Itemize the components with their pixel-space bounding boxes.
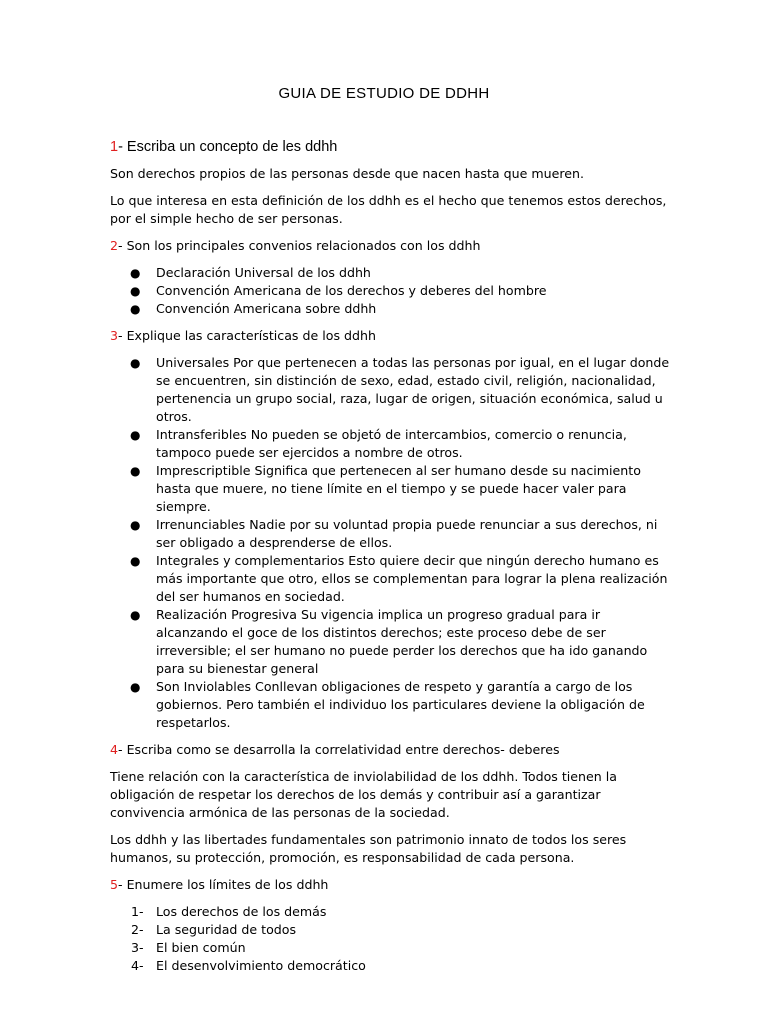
question-text: - Son los principales convenios relacionados con los ddhh (118, 238, 481, 253)
numbered-list (110, 903, 670, 975)
list-marker: 3- (131, 940, 144, 955)
document-title: GUIA DE ESTUDIO DE DDHH (278, 85, 490, 102)
list-item-text: Son Inviolables Conllevan obligaciones de respeto y garantía a cargo de los gobiernos. Pero también el individuo los particulares deviene la obligación de respetarlos. (156, 679, 645, 730)
question-3 (110, 327, 670, 345)
bullet-icon: ● (130, 266, 141, 280)
list-item (110, 921, 670, 939)
list-marker: 2- (131, 922, 144, 937)
question-text: - Explique las características de los ddhh (118, 328, 376, 343)
list-item (110, 606, 670, 678)
list-item (110, 516, 670, 552)
list-item-text: El bien común (156, 940, 246, 955)
question-4 (110, 741, 670, 759)
answer-paragraph: Lo que interesa en esta definición de los ddhh es el hecho que tenemos estos derechos, por el simple hecho de ser personas. (110, 193, 667, 226)
list-item-text: El desenvolvimiento democrático (156, 958, 366, 973)
list-item-text: Los derechos de los demás (156, 904, 327, 919)
question-number: 5 (110, 877, 119, 892)
question-number: 4 (110, 742, 119, 757)
answer-paragraph: Tiene relación con la característica de inviolabilidad de los ddhh. Todos tienen la obligación de respetar los derechos de los demás y contribuir así a garantizar convivencia armónica de las personas de la sociedad. (110, 769, 617, 820)
list-marker: 4- (131, 958, 144, 973)
answer-paragraph: Son derechos propios de las personas desde que nacen hasta que mueren. (110, 166, 584, 181)
list-item-text: Convención Americana de los derechos y deberes del hombre (156, 283, 547, 298)
list-marker: 1- (131, 904, 144, 919)
list-item-text: Integrales y complementarios Esto quiere decir que ningún derecho humano es más importante que otro, ellos se complementan para lograr la plena realización del ser humanos en sociedad. (156, 553, 668, 604)
list-item (110, 678, 670, 732)
list-item (110, 957, 670, 975)
answer-paragraph: Los ddhh y las libertades fundamentales son patrimonio innato de todos los seres humanos, su protección, promoción, es responsabilidad de cada persona. (110, 832, 627, 865)
list-item (110, 939, 670, 957)
list-item (110, 300, 670, 318)
question-text: - Escriba como se desarrolla la correlatividad entre derechos- deberes (118, 742, 560, 757)
list-item (110, 264, 670, 282)
document-body (110, 138, 670, 984)
list-item-text: La seguridad de todos (156, 922, 297, 937)
list-item-text: Universales Por que pertenecen a todas las personas por igual, en el lugar donde se encuentren, sin distinción de sexo, edad, estado civil, religión, nacionalidad, pertenencia un grupo social, raza, lugar de origen, situación económica, salud u otros. (156, 355, 670, 424)
question-1 (110, 138, 670, 156)
question-5 (110, 876, 670, 894)
list-item (110, 462, 670, 516)
bullet-icon: ● (130, 554, 141, 568)
question-2 (110, 237, 670, 255)
list-item-text: Intransferibles No pueden se objetó de intercambios, comercio o renuncia, tampoco puede ser ejercidos a nombre de otros. (156, 427, 627, 460)
question-text: - Escriba un concepto de les ddhh (118, 139, 338, 155)
question-number: 1 (110, 139, 119, 155)
list-item-text: Realización Progresiva Su vigencia implica un progreso gradual para ir alcanzando el goce de los distintos derechos; este proceso debe de ser irreversible; el ser humano no puede perder los derechos que ha ido ganando para su bienestar general (156, 607, 648, 676)
list-item-text: Convención Americana sobre ddhh (156, 301, 377, 316)
list-item-text: Irrenunciables Nadie por su voluntad propia puede renunciar a sus derechos, ni ser obligado a desprenderse de ellos. (156, 517, 658, 550)
bullet-icon: ● (130, 518, 141, 532)
list-item (110, 282, 670, 300)
bullet-icon: ● (130, 464, 141, 478)
question-number: 2 (110, 238, 119, 253)
bullet-icon: ● (130, 608, 141, 622)
list-item-text: Imprescriptible Significa que pertenecen al ser humano desde su nacimiento hasta que muere, no tiene límite en el tiempo y se puede hacer valer para siempre. (156, 463, 641, 514)
bullet-icon: ● (130, 428, 141, 442)
bullet-icon: ● (130, 356, 141, 370)
list-item (110, 354, 670, 426)
bullet-icon: ● (130, 680, 141, 694)
question-text: - Enumere los límites de los ddhh (118, 877, 329, 892)
bullet-icon: ● (130, 302, 141, 316)
bullet-icon: ● (130, 284, 141, 298)
bullet-list (110, 264, 670, 318)
list-item (110, 552, 670, 606)
list-item-text: Declaración Universal de los ddhh (156, 265, 371, 280)
bullet-list (110, 354, 670, 732)
question-number: 3 (110, 328, 119, 343)
list-item (110, 426, 670, 462)
list-item (110, 903, 670, 921)
